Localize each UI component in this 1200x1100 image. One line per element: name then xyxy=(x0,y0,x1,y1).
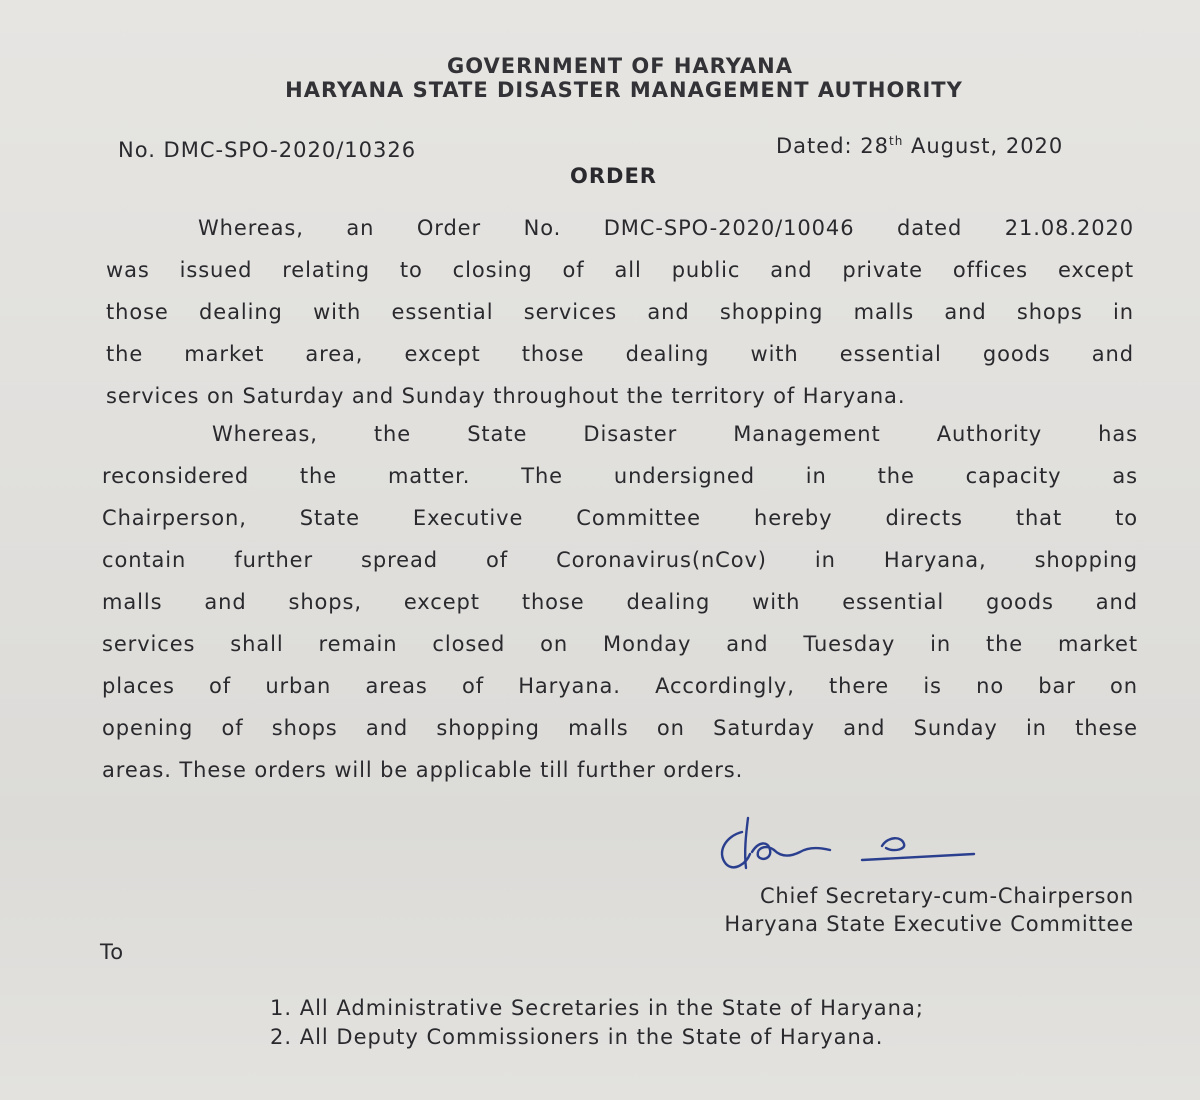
date-ordinal: th xyxy=(889,134,904,148)
paragraph-line: services on Saturday and Sunday throughout the territory of Haryana. xyxy=(106,384,906,408)
signatory-committee: Haryana State Executive Committee xyxy=(724,912,1134,936)
paragraph-line: was issued relating to closing of all public and private offices except xyxy=(106,258,1134,282)
date-suffix: August, 2020 xyxy=(903,134,1064,158)
recipient-item: 2. All Deputy Commissioners in the State of Haryana. xyxy=(270,1025,884,1049)
to-label: To xyxy=(100,940,125,964)
paragraph-line: Chairperson, State Executive Committee hereby directs that to xyxy=(102,506,1138,530)
paragraph-line: places of urban areas of Haryana. Accordingly, there is no bar on xyxy=(102,674,1138,698)
handwritten-signature xyxy=(712,812,982,882)
order-title: ORDER xyxy=(570,164,657,188)
order-date xyxy=(776,134,1063,158)
header-government: GOVERNMENT OF HARYANA xyxy=(447,54,793,78)
paragraph-line: the market area, except those dealing with essential goods and xyxy=(106,342,1134,366)
paragraph-line: reconsidered the matter. The undersigned in the capacity as xyxy=(102,464,1138,488)
paragraph-line: those dealing with essential services and shopping malls and shops in xyxy=(106,300,1134,324)
paragraph-line: opening of shops and shopping malls on Saturday and Sunday in these xyxy=(102,716,1138,740)
signatory-title: Chief Secretary-cum-Chairperson xyxy=(759,884,1134,908)
paragraph-line: contain further spread of Coronavirus(nCov) in Haryana, shopping xyxy=(102,548,1138,572)
header-authority: HARYANA STATE DISASTER MANAGEMENT AUTHORITY xyxy=(285,78,963,102)
paragraph-1 xyxy=(106,216,1134,426)
paragraph-line: Whereas, the State Disaster Management Authority has xyxy=(212,422,1138,446)
paragraph-line: services shall remain closed on Monday and Tuesday in the market xyxy=(102,632,1138,656)
paragraph-line: malls and shops, except those dealing with essential goods and xyxy=(102,590,1138,614)
date-prefix: Dated: 28 xyxy=(776,134,889,158)
paragraph-line: areas. These orders will be applicable till further orders. xyxy=(102,758,744,782)
recipient-item: 1. All Administrative Secretaries in the State of Haryana; xyxy=(270,996,924,1020)
paragraph-line: Whereas, an Order No. DMC-SPO-2020/10046 dated 21.08.2020 xyxy=(198,216,1134,240)
paragraph-2 xyxy=(102,422,1138,800)
reference-number: No. DMC-SPO-2020/10326 xyxy=(118,138,417,162)
